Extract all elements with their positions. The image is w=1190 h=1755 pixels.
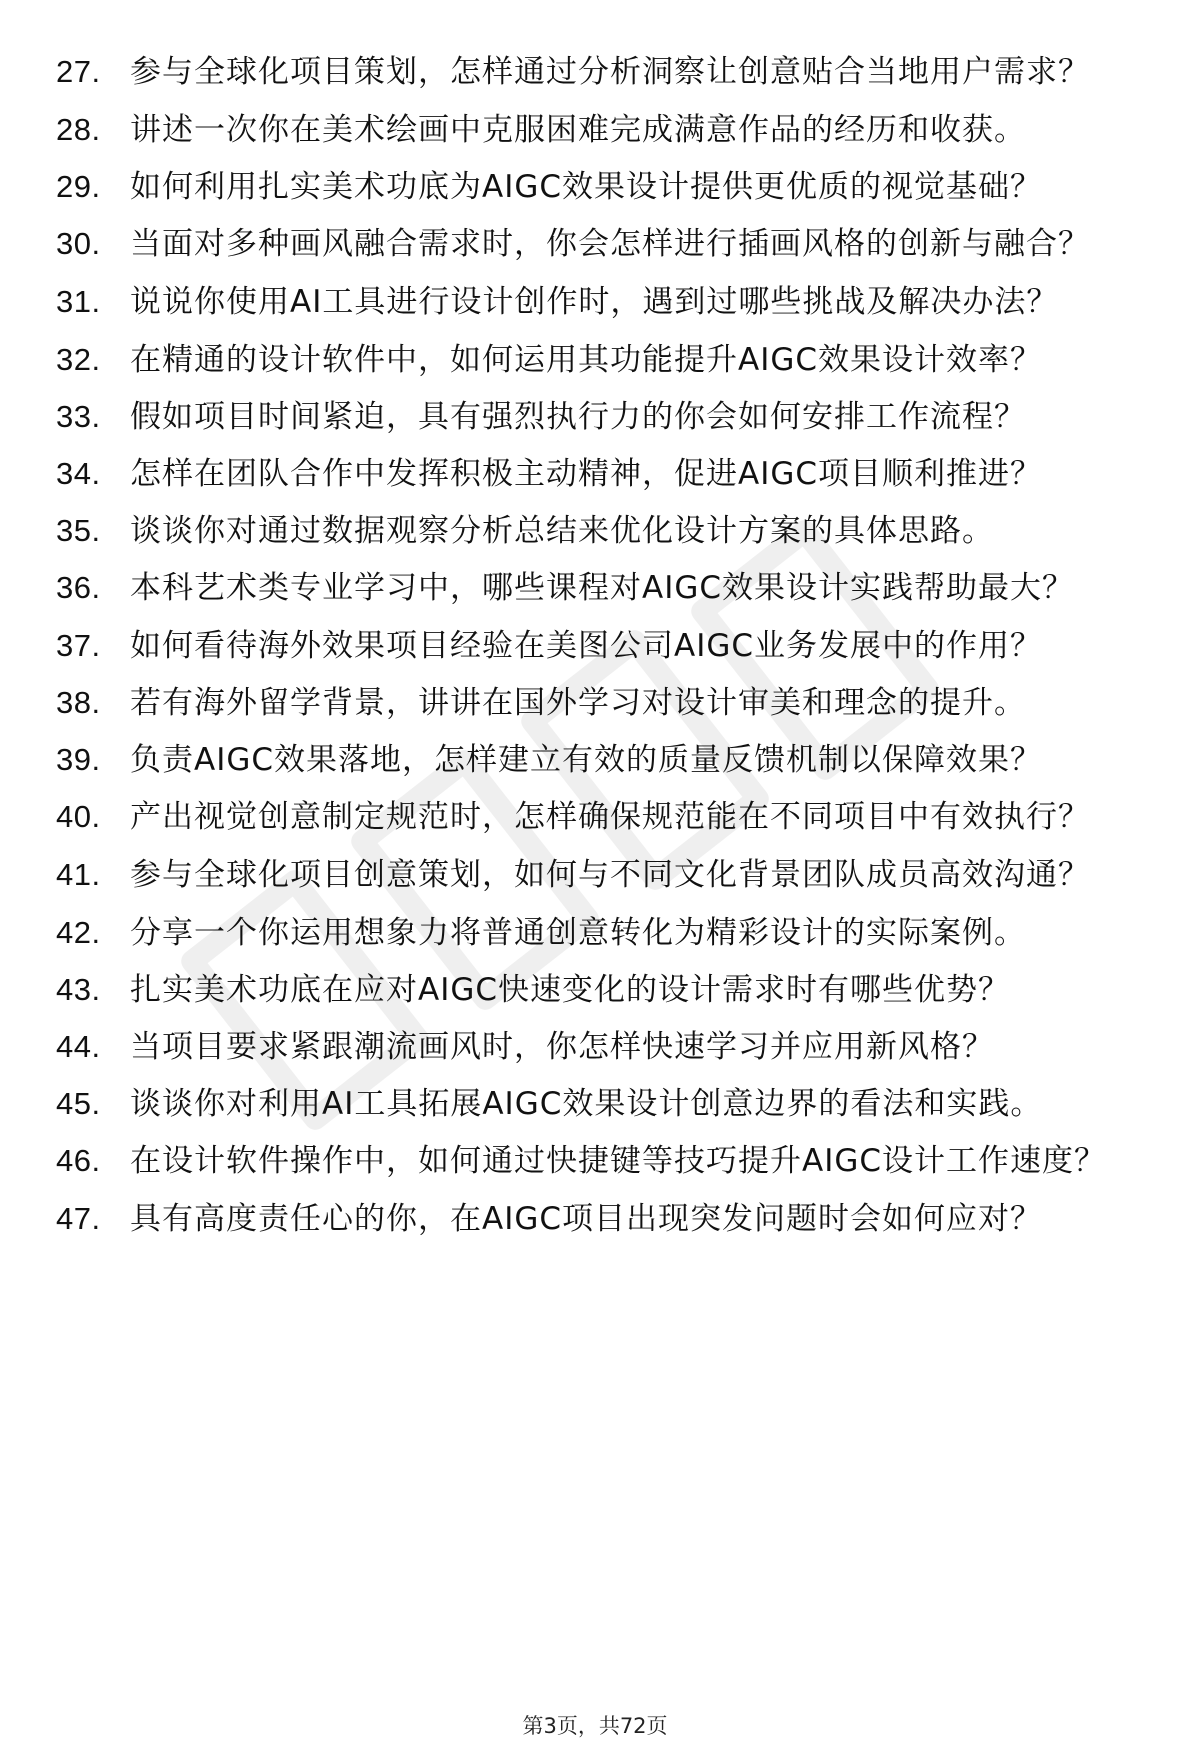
question-number: 34.: [56, 456, 101, 491]
list-item: [56, 851, 1146, 899]
question-number: 38.: [56, 685, 101, 720]
list-item: [56, 679, 1146, 727]
list-item: [56, 450, 1146, 498]
question-text: 在精通的设计软件中，如何运用其功能提升AIGC效果设计效率？: [130, 342, 1043, 378]
question-number: 37.: [56, 628, 101, 663]
list-item: [56, 966, 1146, 1014]
question-number: 42.: [56, 915, 101, 950]
question-number: 39.: [56, 742, 101, 777]
question-text: 怎样在团队合作中发挥积极主动精神，促进AIGC项目顺利推进？: [130, 456, 1043, 492]
question-text: 讲述一次你在美术绘画中克服困难完成满意作品的经历和收获。: [130, 112, 1026, 148]
question-text: 扎实美术功底在应对AIGC快速变化的设计需求时有哪些优势？: [130, 972, 1011, 1008]
question-number: 36.: [56, 570, 101, 605]
question-number: 32.: [56, 342, 101, 377]
list-item: [56, 220, 1146, 268]
list-item: [56, 393, 1146, 441]
question-text: 假如项目时间紧迫，具有强烈执行力的你会如何安排工作流程？: [130, 399, 1026, 435]
list-item: [56, 622, 1146, 670]
question-number: 33.: [56, 399, 101, 434]
question-text: 谈谈你对利用AI工具拓展AIGC效果设计创意边界的看法和实践。: [130, 1086, 1043, 1122]
question-number: 28.: [56, 112, 101, 147]
question-text: 具有高度责任心的你，在AIGC项目出现突发问题时会如何应对？: [130, 1201, 1043, 1237]
question-list: [56, 48, 1146, 1252]
list-item: [56, 909, 1146, 957]
question-number: 46.: [56, 1143, 101, 1178]
question-text: 参与全球化项目创意策划，如何与不同文化背景团队成员高效沟通？: [130, 857, 1090, 893]
list-item: [56, 736, 1146, 784]
list-item: [56, 564, 1146, 612]
question-text: 如何利用扎实美术功底为AIGC效果设计提供更优质的视觉基础？: [130, 169, 1043, 205]
question-text: 参与全球化项目策划，怎样通过分析洞察让创意贴合当地用户需求？: [130, 54, 1090, 90]
list-item: [56, 1195, 1146, 1243]
list-item: [56, 1023, 1146, 1071]
question-text: 负责AIGC效果落地，怎样建立有效的质量反馈机制以保障效果？: [130, 742, 1043, 778]
question-text: 产出视觉创意制定规范时，怎样确保规范能在不同项目中有效执行？: [130, 799, 1090, 835]
question-number: 30.: [56, 226, 101, 261]
question-text: 当面对多种画风融合需求时，你会怎样进行插画风格的创新与融合？: [130, 226, 1090, 262]
list-item: [56, 793, 1146, 841]
question-text: 谈谈你对通过数据观察分析总结来优化设计方案的具体思路。: [130, 513, 994, 549]
list-item: [56, 163, 1146, 211]
question-number: 43.: [56, 972, 101, 1007]
question-number: 27.: [56, 54, 101, 89]
list-item: [56, 336, 1146, 384]
question-text: 在设计软件操作中，如何通过快捷键等技巧提升AIGC设计工作速度？: [130, 1143, 1107, 1179]
list-item: [56, 507, 1146, 555]
question-number: 29.: [56, 169, 101, 204]
question-text: 说说你使用AI工具进行设计创作时，遇到过哪些挑战及解决办法？: [130, 284, 1059, 320]
list-item: [56, 1080, 1146, 1128]
question-number: 40.: [56, 799, 101, 834]
question-text: 如何看待海外效果项目经验在美图公司AIGC业务发展中的作用？: [130, 628, 1043, 664]
list-item: [56, 48, 1146, 96]
question-text: 当项目要求紧跟潮流画风时，你怎样快速学习并应用新风格？: [130, 1029, 994, 1065]
page-footer: [0, 1712, 1190, 1740]
question-text: 分享一个你运用想象力将普通创意转化为精彩设计的实际案例。: [130, 915, 1026, 951]
question-number: 31.: [56, 284, 101, 319]
question-number: 41.: [56, 857, 101, 892]
list-item: [56, 278, 1146, 326]
page-number: 第3页，共72页: [522, 1714, 668, 1738]
question-number: 45.: [56, 1086, 101, 1121]
question-text: 本科艺术类专业学习中，哪些课程对AIGC效果设计实践帮助最大？: [130, 570, 1075, 606]
question-number: 35.: [56, 513, 101, 548]
question-number: 47.: [56, 1201, 101, 1236]
question-number: 44.: [56, 1029, 101, 1064]
question-text: 若有海外留学背景，讲讲在国外学习对设计审美和理念的提升。: [130, 685, 1026, 721]
list-item: [56, 106, 1146, 154]
list-item: [56, 1137, 1146, 1185]
